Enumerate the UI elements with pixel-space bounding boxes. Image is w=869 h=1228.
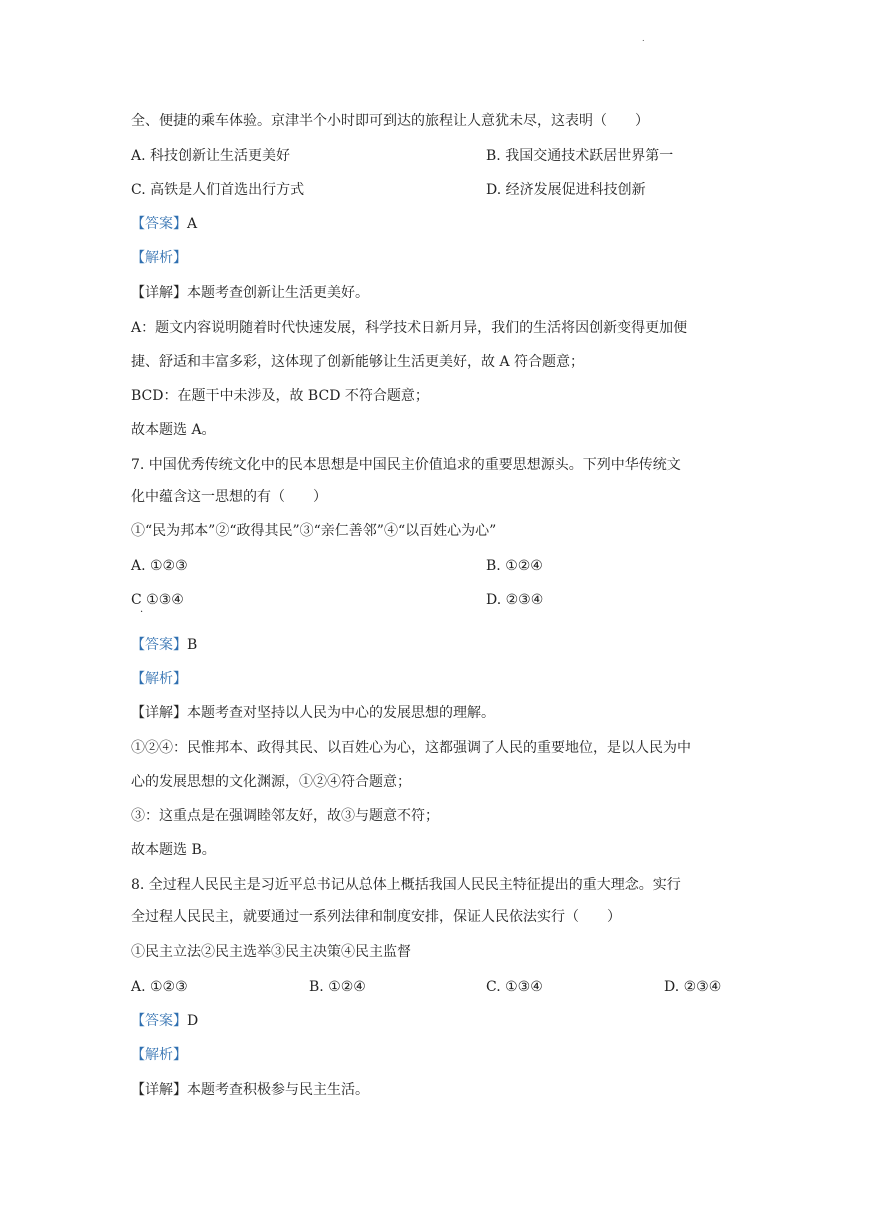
- q8-option-d: D. ②③④: [664, 979, 722, 995]
- q8-analysis-tag: 【解析】: [131, 1047, 187, 1063]
- detail-text: 本题考查积极参与民主生活。: [187, 1082, 369, 1098]
- q7-answer: [131, 635, 197, 655]
- detail-text: 本题考查创新让生活更美好。: [187, 285, 369, 301]
- q7-stem-2: 化中蕴含这一思想的有（ ）: [131, 489, 327, 505]
- q6-stem-tail: 全、便捷的乘车体验。京津半个小时即可到达的旅程让人意犹未尽，这表明（ ）: [131, 113, 649, 129]
- answer-value: D: [187, 1013, 199, 1029]
- q7-stem-1: 7. 中国优秀传统文化中的民本思想是中国民主价值追求的重要思想源头。下列中华传统文: [131, 457, 681, 473]
- answer-value: A: [187, 216, 198, 232]
- q8-items: ①民主立法②民主选举③民主决策④民主监督: [131, 944, 411, 960]
- answer-value: B: [187, 637, 198, 653]
- q7-option-b: B. ①②④: [486, 558, 543, 574]
- detail-tag: 【详解】: [131, 285, 187, 301]
- q6-option-a: A. 科技创新让生活更美好: [131, 148, 291, 164]
- answer-tag: 【答案】: [131, 1013, 187, 1029]
- answer-tag: 【答案】: [131, 637, 187, 653]
- page-mark: .: [642, 34, 645, 43]
- q6-option-d: D. 经济发展促进科技创新: [486, 182, 646, 198]
- q7-items: ①“民为邦本”②“政得其民”③“亲仁善邻”④“以百姓心为心”: [131, 523, 497, 539]
- q6-explain-a-2: 捷、舒适和丰富多彩，这体现了创新能够让生活更美好，故 A 符合题意；: [131, 354, 585, 370]
- detail-text: 本题考查对坚持以人民为中心的发展思想的理解。: [187, 705, 495, 721]
- q8-detail: [131, 1080, 369, 1100]
- q6-explain-a-1: A：题文内容说明随着时代快速发展，科学技术日新月异，我们的生活将因创新变得更加便: [131, 320, 688, 336]
- q6-explain-bcd: BCD：在题干中未涉及，故 BCD 不符合题意；: [131, 388, 429, 404]
- q6-analysis-tag: 【解析】: [131, 250, 187, 266]
- detail-tag: 【详解】: [131, 705, 187, 721]
- q7-detail: [131, 703, 495, 723]
- q6-answer: [131, 214, 197, 234]
- q7-explain-1: ①②④：民惟邦本、政得其民、以百姓心为心，这都强调了人民的重要地位，是以人民为中: [131, 740, 691, 756]
- answer-tag: 【答案】: [131, 216, 187, 232]
- q7-option-c: C ①③④: [131, 592, 184, 608]
- q7-option-a: A. ①②③: [131, 558, 188, 574]
- q7-conclusion: 故本题选 B。: [131, 842, 216, 858]
- q6-option-b: B. 我国交通技术跃居世界第一: [486, 148, 674, 164]
- q6-detail: [131, 283, 369, 303]
- q7-explain-3: ③：这重点是在强调睦邻友好，故③与题意不符；: [131, 808, 439, 824]
- q8-stem-2: 全过程人民民主，就要通过一系列法律和制度安排，保证人民依法实行（ ）: [131, 909, 621, 925]
- q7-analysis-tag: 【解析】: [131, 671, 187, 687]
- q8-answer: [131, 1011, 198, 1031]
- stray-dot: ·: [140, 607, 144, 618]
- q6-conclusion: 故本题选 A。: [131, 422, 216, 438]
- detail-tag: 【详解】: [131, 1082, 187, 1098]
- q7-option-d: D. ②③④: [486, 592, 544, 608]
- q8-option-a: A. ①②③: [131, 979, 188, 995]
- q6-option-c: C. 高铁是人们首选出行方式: [131, 182, 305, 198]
- q8-option-c: C. ①③④: [486, 979, 543, 995]
- q7-explain-2: 心的发展思想的文化渊源，①②④符合题意；: [131, 774, 411, 790]
- q8-option-b: B. ①②④: [309, 979, 366, 995]
- q8-stem-1: 8. 全过程人民民主是习近平总书记从总体上概括我国人民民主特征提出的重大理念。实行: [131, 877, 681, 893]
